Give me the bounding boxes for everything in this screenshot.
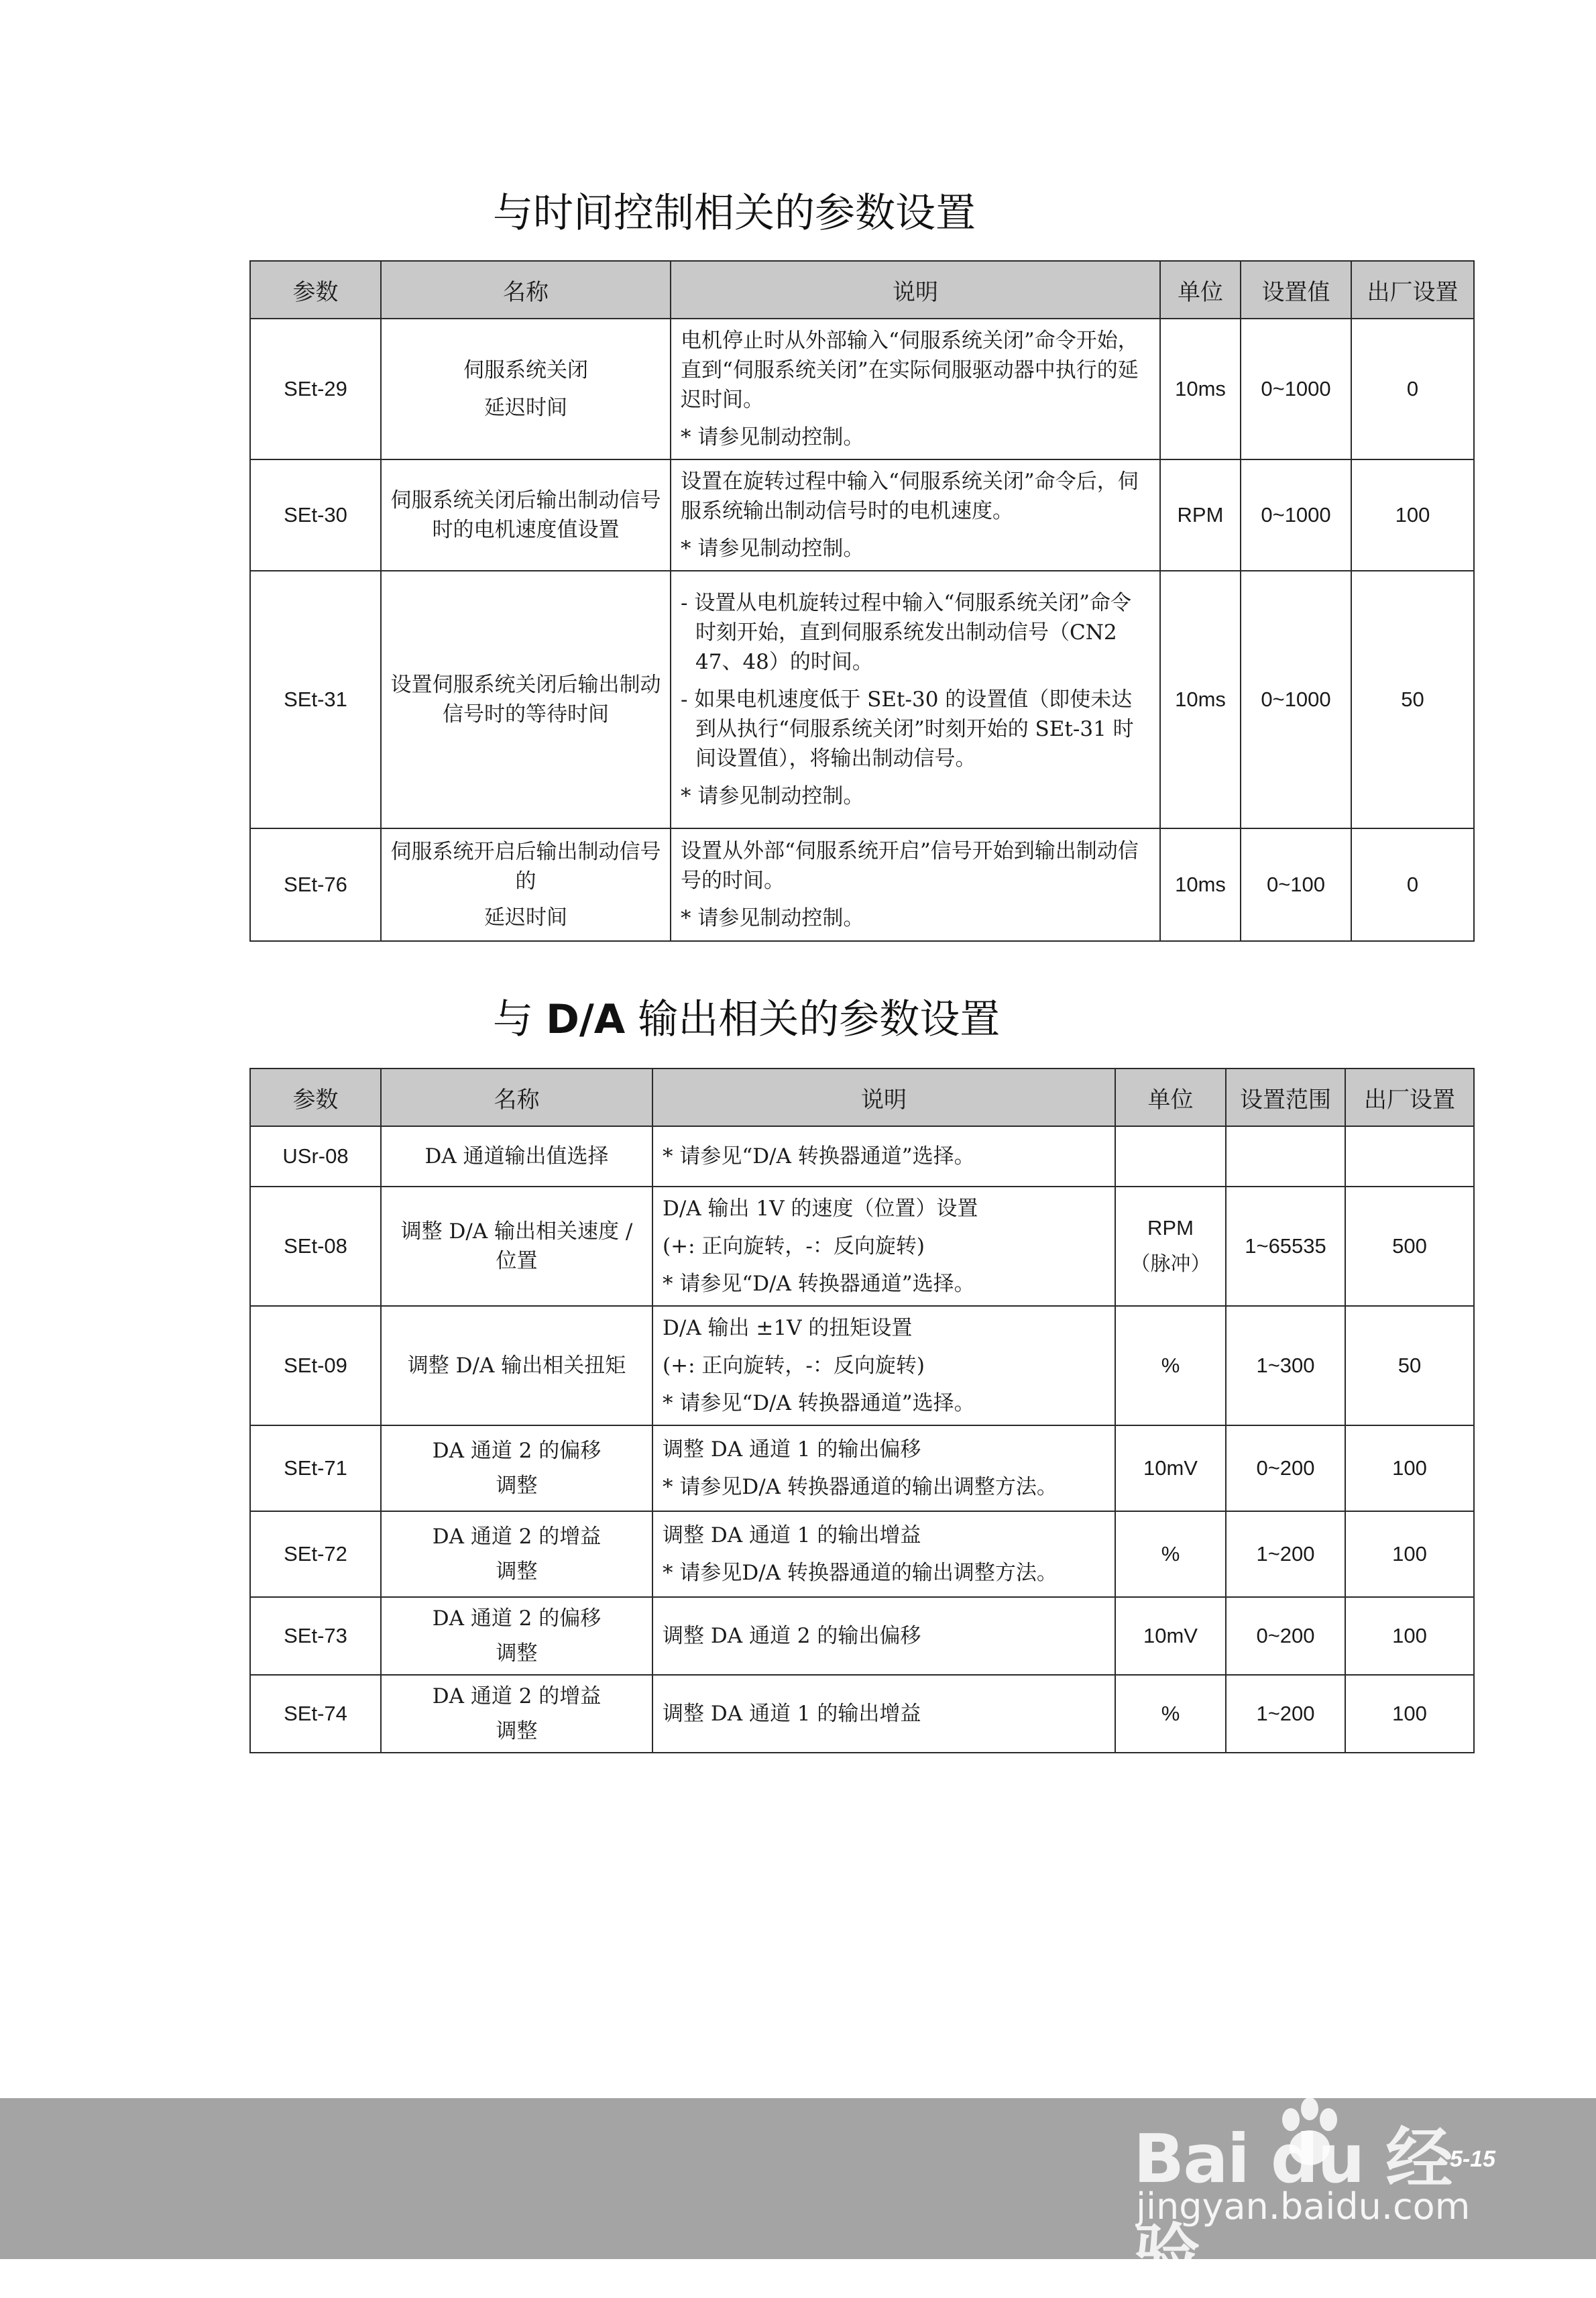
param-code: SEt-72 xyxy=(250,1511,381,1597)
param-range: 0~200 xyxy=(1226,1425,1345,1511)
description-text: 电机停止时从外部输入“伺服系统关闭”命令开始，直到“伺服系统关闭”在实际伺服驱动器中执行的延迟时间。 xyxy=(681,329,1139,412)
param-name-line: 调整 xyxy=(496,1560,538,1584)
param-name-line: 调整 D/A 输出相关扭矩 xyxy=(407,1354,626,1378)
param-name-line: DA 通道 2 的偏移 xyxy=(432,1606,602,1631)
header-name: 名称 xyxy=(381,1069,652,1126)
param-description xyxy=(652,1126,1115,1187)
param-code: SEt-30 xyxy=(250,459,381,571)
header-unit: 单位 xyxy=(1115,1069,1226,1126)
param-name-line: 延迟时间 xyxy=(484,906,567,930)
description-text: 调整 DA 通道 1 的输出增益 xyxy=(663,1702,921,1726)
description-note: * 请参见“D/A 转换器通道”选择。 xyxy=(663,1391,975,1415)
param-name-line: 调整 xyxy=(496,1719,538,1743)
table-row xyxy=(250,828,1474,941)
param-default: 100 xyxy=(1345,1511,1474,1597)
param-code: SEt-71 xyxy=(250,1425,381,1511)
param-unit: % xyxy=(1115,1511,1226,1597)
description-note: * 请参见制动控制。 xyxy=(681,784,864,808)
description-text: 调整 DA 通道 1 的输出增益 xyxy=(663,1523,921,1547)
param-default: 100 xyxy=(1345,1597,1474,1675)
page-number: 5-15 xyxy=(1450,2146,1496,2172)
param-name xyxy=(381,319,671,459)
param-range: 0~1000 xyxy=(1241,571,1351,828)
param-name xyxy=(381,1187,652,1306)
param-unit xyxy=(1115,1187,1226,1306)
param-code: SEt-29 xyxy=(250,319,381,459)
param-code: SEt-08 xyxy=(250,1187,381,1306)
param-range: 1~200 xyxy=(1226,1511,1345,1597)
unit-line: （脉冲） xyxy=(1130,1252,1211,1276)
param-range: 0~1000 xyxy=(1241,459,1351,571)
param-code: SEt-76 xyxy=(250,828,381,941)
param-description xyxy=(652,1306,1115,1425)
param-name xyxy=(381,1306,652,1425)
table-row xyxy=(250,1511,1474,1597)
param-range xyxy=(1226,1126,1345,1187)
param-description xyxy=(671,571,1160,828)
param-default: 100 xyxy=(1351,459,1474,571)
unit-line: RPM xyxy=(1147,1216,1194,1240)
param-default: 100 xyxy=(1345,1425,1474,1511)
header-factory-default: 出厂设置 xyxy=(1351,261,1474,319)
watermark-logo-text: Bai du 经验 xyxy=(1133,2120,1452,2295)
param-unit: % xyxy=(1115,1306,1226,1425)
param-range: 1~200 xyxy=(1226,1675,1345,1753)
description-note: * 请参见制动控制。 xyxy=(681,425,864,449)
param-code: USr-08 xyxy=(250,1126,381,1187)
description-note: * 请参见制动控制。 xyxy=(681,906,864,930)
description-text: (+: 正向旋转，-：反向旋转) xyxy=(663,1354,925,1378)
param-name-line: 伺服系统开启后输出制动信号的 xyxy=(390,840,661,893)
title-prefix: 与 xyxy=(493,996,533,1043)
param-name-line: DA 通道 2 的增益 xyxy=(432,1684,602,1708)
param-name xyxy=(381,1126,652,1187)
header-description: 说明 xyxy=(652,1069,1115,1126)
description-bullet: - 设置从电机旋转过程中输入“伺服系统关闭”命令时刻开始，直到伺服系统发出制动信号（CN2 47、48）的时间。 xyxy=(681,591,1132,674)
param-default: 0 xyxy=(1351,828,1474,941)
description-note: * 请参见“D/A 转换器通道”选择。 xyxy=(663,1144,975,1168)
time-control-param-table xyxy=(249,260,1475,942)
param-unit: RPM xyxy=(1160,459,1241,571)
section-title-time-control: 与时间控制相关的参数设置 xyxy=(493,190,976,237)
table-header-row xyxy=(250,261,1474,319)
header-setting-value: 设置值 xyxy=(1241,261,1351,319)
param-unit xyxy=(1115,1126,1226,1187)
header-param: 参数 xyxy=(250,261,381,319)
param-description xyxy=(652,1511,1115,1597)
header-unit: 单位 xyxy=(1160,261,1241,319)
param-range: 1~300 xyxy=(1226,1306,1345,1425)
param-range: 1~65535 xyxy=(1226,1187,1345,1306)
param-name-line: 调整 xyxy=(496,1641,538,1665)
param-name xyxy=(381,828,671,941)
param-range: 0~1000 xyxy=(1241,319,1351,459)
param-code: SEt-73 xyxy=(250,1597,381,1675)
param-name-line: DA 通道 2 的偏移 xyxy=(432,1439,602,1463)
table-row xyxy=(250,319,1474,459)
description-text: 调整 DA 通道 2 的输出偏移 xyxy=(663,1624,921,1648)
param-description xyxy=(652,1425,1115,1511)
table-row xyxy=(250,1597,1474,1675)
table-row xyxy=(250,459,1474,571)
param-name-line: 调整 D/A 输出相关速度 / 位置 xyxy=(400,1219,633,1273)
param-description xyxy=(652,1675,1115,1753)
table-row xyxy=(250,1306,1474,1425)
param-default: 50 xyxy=(1345,1306,1474,1425)
description-bullet: - 如果电机速度低于 SEt-30 的设置值（即使未达到从执行“伺服系统关闭”时刻开始的 SEt-31 时间设置值），将输出制动信号。 xyxy=(681,688,1134,771)
param-name xyxy=(381,1597,652,1675)
description-text: 设置在旋转过程中输入“伺服系统关闭”命令后，伺服系统输出制动信号时的电机速度。 xyxy=(681,470,1139,523)
param-name xyxy=(381,459,671,571)
param-code: SEt-74 xyxy=(250,1675,381,1753)
param-name-line: 调整 xyxy=(496,1474,538,1498)
description-text: 设置从外部“伺服系统开启”信号开始到输出制动信号的时间。 xyxy=(681,839,1139,893)
header-setting-range: 设置范围 xyxy=(1226,1069,1345,1126)
table-row xyxy=(250,571,1474,828)
param-default: 100 xyxy=(1345,1675,1474,1753)
description-text: D/A 输出 1V 的速度（位置）设置 xyxy=(663,1197,978,1221)
param-range: 0~200 xyxy=(1226,1597,1345,1675)
description-note: * 请参见D/A 转换器通道的输出调整方法。 xyxy=(663,1475,1058,1499)
table-row xyxy=(250,1187,1474,1306)
param-description xyxy=(652,1187,1115,1306)
description-note: * 请参见“D/A 转换器通道”选择。 xyxy=(663,1272,975,1296)
header-description: 说明 xyxy=(671,261,1160,319)
param-name-line: DA 通道输出值选择 xyxy=(424,1144,609,1168)
section-title-da-output xyxy=(493,987,1000,1045)
param-name xyxy=(381,1511,652,1597)
param-unit: 10ms xyxy=(1160,319,1241,459)
param-default: 500 xyxy=(1345,1187,1474,1306)
description-text: (+: 正向旋转，-：反向旋转) xyxy=(663,1234,925,1258)
param-description xyxy=(671,319,1160,459)
param-range: 0~100 xyxy=(1241,828,1351,941)
param-name-line: DA 通道 2 的增益 xyxy=(432,1525,602,1549)
description-note: * 请参见D/A 转换器通道的输出调整方法。 xyxy=(663,1561,1058,1585)
param-name xyxy=(381,1675,652,1753)
param-code: SEt-09 xyxy=(250,1306,381,1425)
param-name-line: 设置伺服系统关闭后输出制动信号时的等待时间 xyxy=(390,673,661,726)
param-unit: 10ms xyxy=(1160,571,1241,828)
param-name xyxy=(381,1425,652,1511)
title-suffix: 输出相关的参数设置 xyxy=(638,996,1001,1043)
param-unit: % xyxy=(1115,1675,1226,1753)
table-row xyxy=(250,1126,1474,1187)
param-name-line: 伺服系统关闭后输出制动信号时的电机速度值设置 xyxy=(390,488,661,542)
title-da: D/A xyxy=(546,996,626,1043)
param-default: 50 xyxy=(1351,571,1474,828)
header-factory-default: 出厂设置 xyxy=(1345,1069,1474,1126)
param-description xyxy=(652,1597,1115,1675)
param-code: SEt-31 xyxy=(250,571,381,828)
table-header-row xyxy=(250,1069,1474,1126)
param-name-line: 延迟时间 xyxy=(484,396,567,420)
table-row xyxy=(250,1425,1474,1511)
header-name: 名称 xyxy=(381,261,671,319)
param-unit: 10mV xyxy=(1115,1425,1226,1511)
param-name xyxy=(381,571,671,828)
param-unit: 10ms xyxy=(1160,828,1241,941)
param-description xyxy=(671,828,1160,941)
watermark-url: jingyan.baidu.com xyxy=(1136,2185,1471,2228)
param-default: 0 xyxy=(1351,319,1474,459)
header-param: 参数 xyxy=(250,1069,381,1126)
table-row xyxy=(250,1675,1474,1753)
param-default xyxy=(1345,1126,1474,1187)
description-text: 调整 DA 通道 1 的输出偏移 xyxy=(663,1437,921,1462)
description-text: D/A 输出 ±1V 的扭矩设置 xyxy=(663,1316,913,1340)
description-note: * 请参见制动控制。 xyxy=(681,537,864,561)
param-unit: 10mV xyxy=(1115,1597,1226,1675)
param-name-line: 伺服系统关闭 xyxy=(463,358,588,382)
param-description xyxy=(671,459,1160,571)
da-output-param-table xyxy=(249,1068,1475,1753)
